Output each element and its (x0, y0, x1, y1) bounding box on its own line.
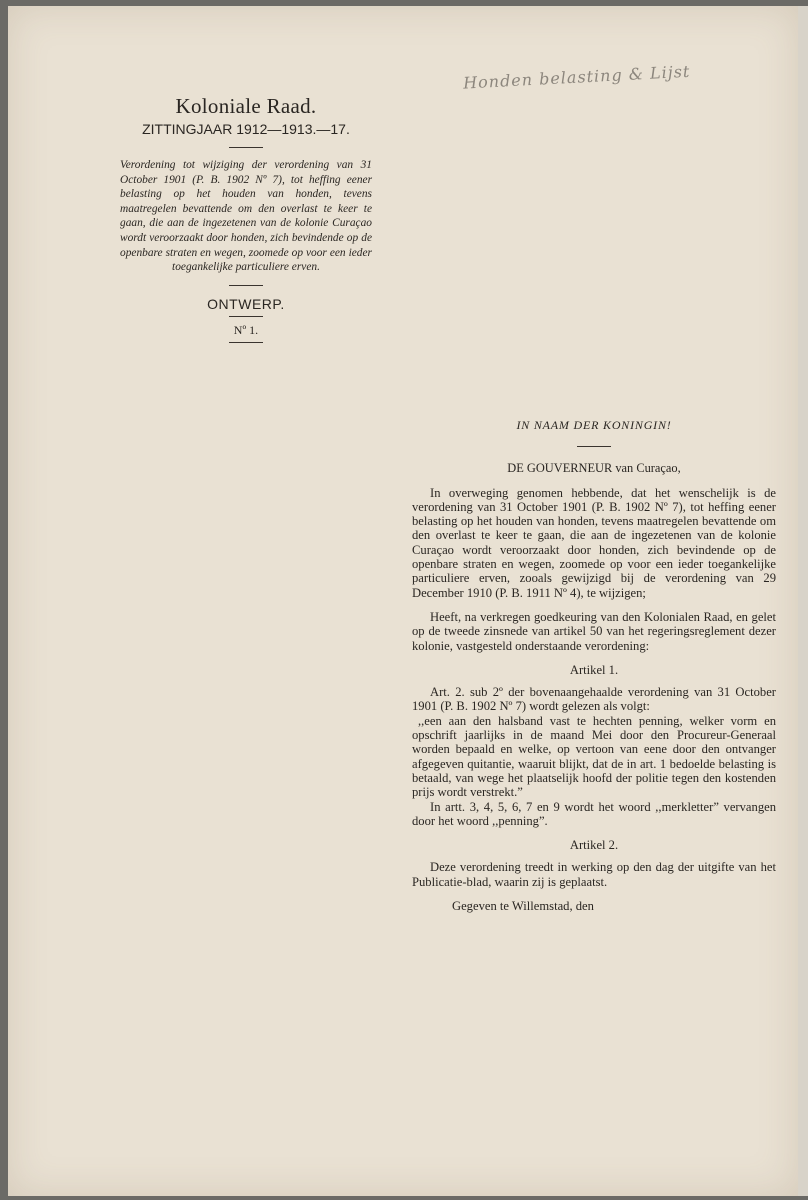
approval-paragraph: Heeft, na verkregen goedkeuring van den Kolonialen Raad, en gelet op de tweede zinsnede van artikel 50 van het regeringsreglement dezer kolonie, vastgesteld onderstaande verordening: (412, 609, 776, 653)
governor-heading: DE GOUVERNEUR van Curaçao, (507, 461, 681, 476)
header-block (116, 94, 376, 347)
article-1-quote: ,,een aan den halsband vast te hechten penning, welker vorm en opschrift jaarlijks in de maand Mei door den Procureur-Generaal worden bepaald en welke, op vertoon van eene door den ontvanger afgegeven quitantie, waaruit blijkt, dat de in art. 1 bedoelde belasting is betaald, van wege het plaatselijk hoofd der politie tegen den kostenden prijs wordt verstrekt.” (412, 713, 776, 800)
document-page (8, 6, 798, 1196)
ordinance-body (412, 418, 776, 923)
divider (229, 147, 263, 148)
handwritten-annotation: Honden belasting & Lijst (462, 61, 691, 93)
considering-paragraph: In overweging genomen hebbende, dat het wenschelijk is de verordening van 31 October 1901 (P. B. 1902 Nº 7), tot heffing eener belasting op het houden van honden, tevens maatregelen bevattende om den overlast te keer te gaan, die aan de ingezetenen van de kolonie Curaçao wordt veroorzaakt door honden, zich bevindende op de openbare straten en wegen, zoomede op voor een ieder toegankelijke particuliere erven, zooals gewijzigd bij de verordening van 29 December 1910 (P. B. 1911 Nº 4), te wijzigen; (412, 485, 776, 600)
divider (577, 446, 611, 447)
council-title: Koloniale Raad. (175, 94, 317, 118)
divider (229, 342, 263, 343)
article-2-text: Deze verordening treedt in werking op den dag der uitgifte van het Publicatie-blad, waarin zij is geplaatst. (412, 860, 776, 889)
draft-number: Nº 1. (233, 322, 259, 337)
given-at: Gegeven te Willemstad, den (452, 899, 594, 914)
article-1-replacement: In artt. 3, 4, 5, 6, 7 en 9 wordt het woord ,,merkletter” vervangen door het woord ,,penning”. (412, 799, 776, 828)
ordinance-subject: Verordening tot wijziging der verordening van 31 October 1901 (P. B. 1902 Nº 7), tot heffing eener belasting op het houden van honden, tevens maatregelen bevattende om den overlast te keer te gaan, die aan de ingezetenen van de kolonie Curaçao wordt veroorzaakt door honden, zich bevindende op de openbare straten en wegen, zoomede op voor een ieder toegankelijke particuliere erven. (120, 159, 372, 274)
invocation: IN NAAM DER KONINGIN! (516, 418, 672, 432)
article-1-text: Art. 2. sub 2º der bovenaangehaalde verordening van 31 October 1901 (P. B. 1902 Nº 7) wordt gelezen als volgt: (412, 685, 776, 714)
article-2-heading: Artikel 2. (569, 838, 619, 853)
draft-label: ONTWERP. (207, 295, 285, 312)
divider (229, 316, 263, 317)
article-1-heading: Artikel 1. (569, 662, 619, 677)
session-year: ZITTINGJAAR 1912—1913.—17. (142, 121, 350, 137)
divider (229, 285, 263, 286)
page-edge (798, 6, 808, 1196)
